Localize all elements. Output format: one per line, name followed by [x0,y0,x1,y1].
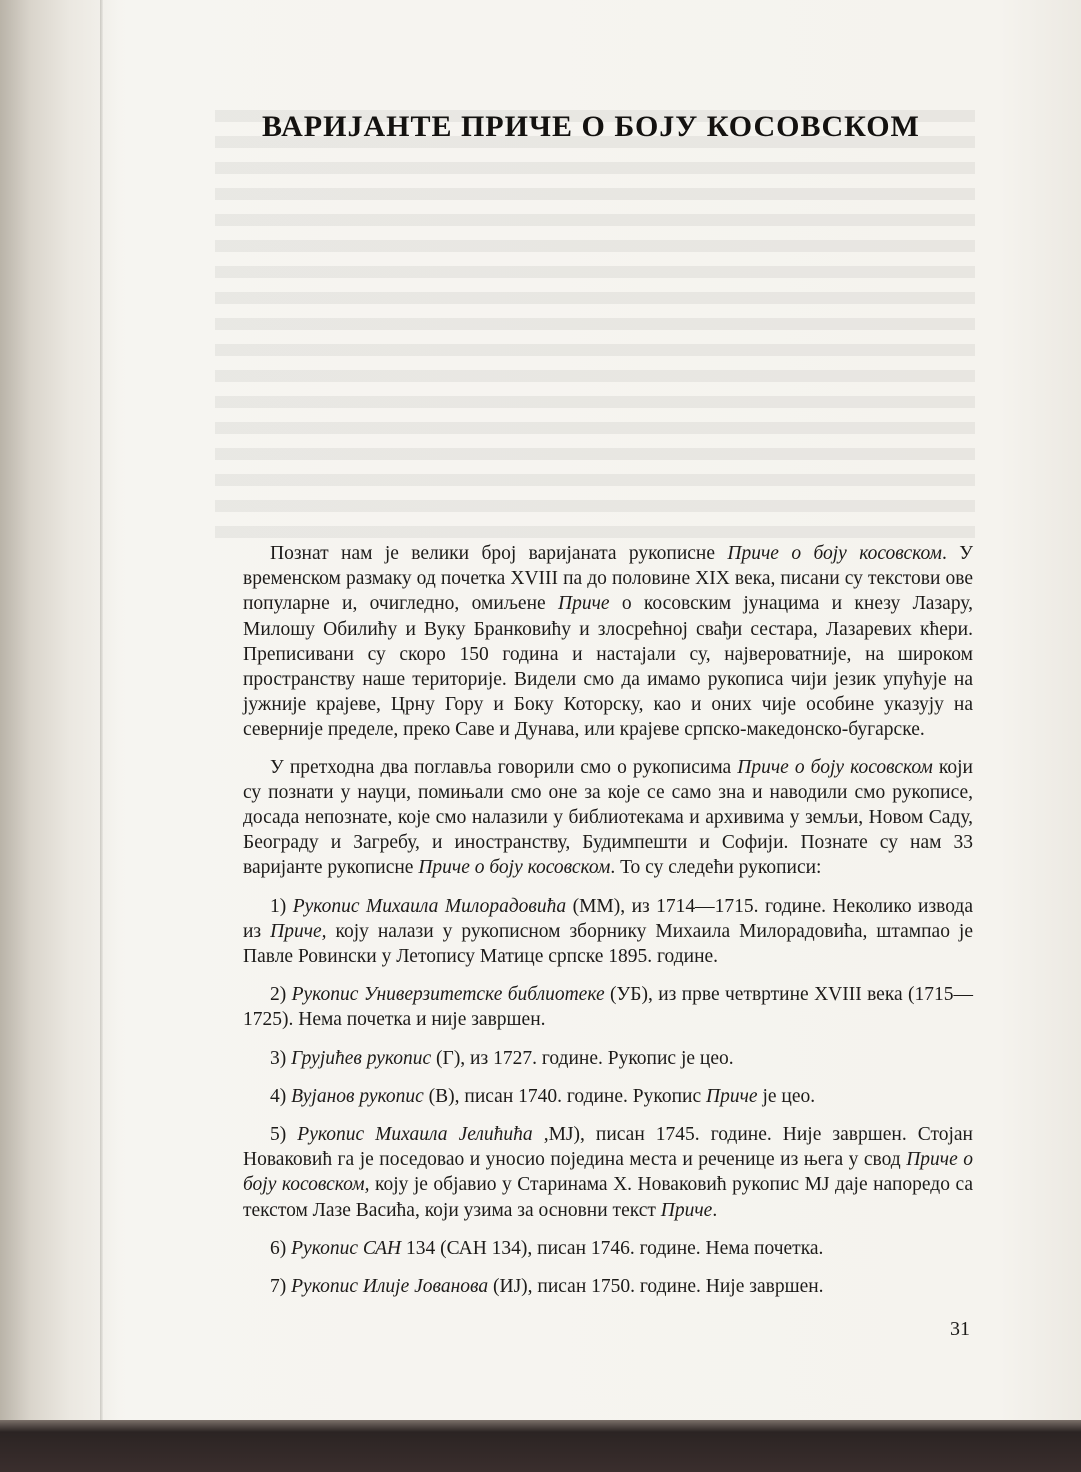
manuscript-name: Грујићев рукопис [291,1047,432,1069]
show-through-text [215,110,975,550]
manuscript-name: Вујанов рукопис [291,1085,424,1107]
manuscript-item-4 [243,1084,973,1109]
item-number: 6) [270,1237,292,1259]
italic-title: Приче [660,1199,713,1221]
italic-title: Приче [706,1085,758,1107]
scan-bottom-edge [0,1420,1081,1472]
body-text [243,541,973,1307]
text-run: коју налази у рукописном зборнику Михаила Милорадовића, штампао је Павле Ровински у Летопису Матице српске 1895. године. [243,920,973,968]
italic-title: Приче [558,593,610,615]
manuscript-name: Рукопис Универзитетске библиотеке [291,984,605,1006]
gutter-line [100,0,103,1472]
italic-title: Приче о боју косовском [727,543,942,564]
text-run: . То су следећи рукописи: [610,857,822,879]
text-run: . [712,1199,718,1221]
italic-title: Приче, [270,920,327,942]
text-run: ,МЈ), писан 1745. године. Није завршен. Стојан Новаковић га је поседовао и уносио поједина места и реченице из њега у свод [243,1124,973,1171]
manuscript-name: Рукопис Илије Јованова [291,1276,489,1298]
text-run: (УБ), из прве четвртине XVIII века (1715—1725). Нема почетка и није завршен. [243,984,973,1031]
text-run: (В), писан 1740. године. Рукопис [423,1085,707,1107]
manuscript-item-3 [243,1046,973,1071]
page-number: 31 [950,1318,970,1340]
manuscript-name: Рукопис Михаила Јелићића [297,1124,533,1146]
text-run: је цео. [757,1085,816,1107]
text-run: (ИЈ), писан 1750. године. Није завршен. [488,1276,824,1298]
text-run: који су познати у науци, помињали смо оне за које се само зна и наводили смо рукописе, досада непознате, које смо налазили у библиотекама и архивима у земљи, Новом Саду, Београду и Загребу, и иностранству, Будимпешти и Софији. Познате су нам 33 варијанте рукописне [243,756,973,879]
chapter-title: ВАРИЈАНТЕ ПРИЧЕ О БОЈУ КОСОВСКОМ [262,110,920,143]
paragraph-overview [243,755,973,881]
item-number: 1) [270,895,293,917]
item-number: 3) [270,1047,292,1069]
manuscript-item-6 [243,1236,973,1261]
paragraph-intro [243,541,973,743]
manuscript-item-1 [243,894,973,970]
italic-title: Приче о боју косовском, [243,1149,973,1196]
text-run: Познат нам је велики број варијаната рукописне [270,543,728,564]
italic-title: Приче о боју косовском [418,857,611,879]
text-run: У претходна два поглавља говорили смо о рукописима [270,756,738,778]
item-number: 4) [270,1085,292,1107]
manuscript-item-2 [243,982,973,1032]
text-run: коју је објавио у Старинама X. Новаковић рукопис МЈ даје напоредо са текстом Лазе Васића, који узима за основни текст [243,1174,973,1221]
item-number: 2) [270,984,292,1006]
manuscript-name: Рукопис САН [291,1237,402,1259]
text-run: о косовским јунацима и кнезу Лазару, Милошу Обилићу и Вуку Бранковићу и злосрећној свађи сестара, Лазаревих кћери. Преписивани су скоро 150 година и настајали су, највероватније, на широком пространству наше територије. Видели смо да имамо рукописа чији језик упућује на јужније крајеве, Црну Гору и Боку Которску, као и оних чије особине указују на северније пределе, преко Саве и Дунава, или крајеве српско-македонско-бугарске. [243,593,973,741]
text-run: 134 (САН 134), писан 1746. године. Нема почетка. [401,1237,824,1259]
text-run: . У временском размаку од почетка XVIII па до половине XIX века, писани су текстови ове популарне и, очигледно, омиљене [243,543,973,615]
manuscript-name: Рукопис Михаила Милорадовића [292,895,567,917]
manuscript-item-5 [243,1122,973,1223]
item-number: 5) [270,1124,298,1146]
text-run: (ММ), из 1714—1715. године. Неколико извода из [243,895,974,942]
text-run: (Г), из 1727. године. Рукопис је цео. [431,1047,734,1069]
italic-title: Приче о боју косовском [737,756,933,778]
item-number: 7) [270,1276,292,1298]
manuscript-item-7 [243,1274,973,1299]
